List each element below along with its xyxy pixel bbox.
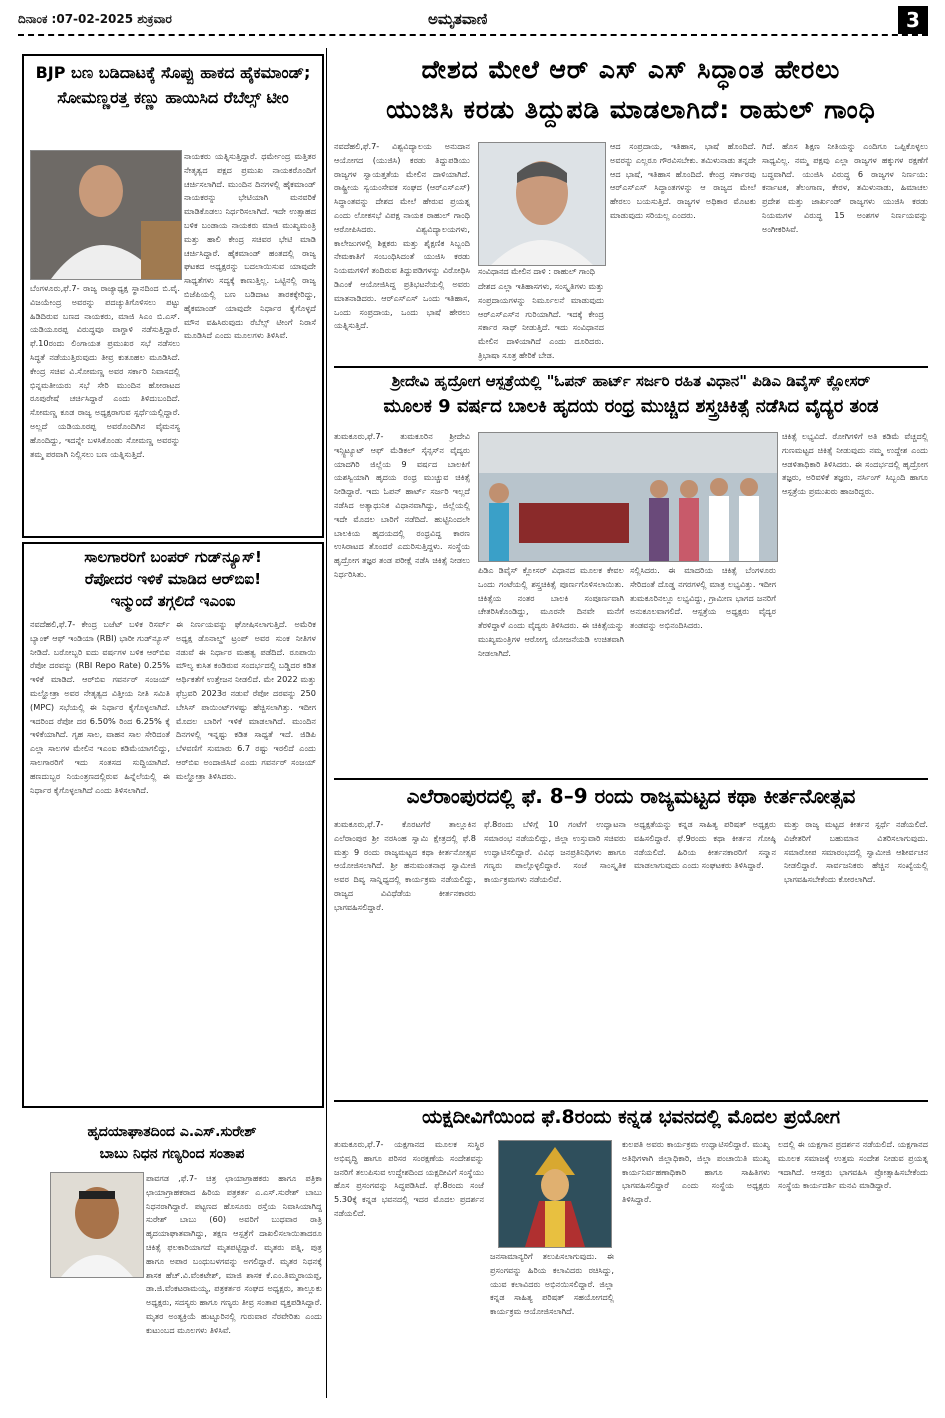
heart-col3: ಸಲ್ಲಿಸಿದರು. ಈ ಮಾದರಿಯ ಚಿಕಿತ್ಸೆ ಬೆಂಗಳೂರು ಸೇರಿದಂತೆ ದೊಡ್ಡ ನಗರಗಳಲ್ಲಿ ಮಾತ್ರ ಲಭ್ಯವಿತ್ತು. ಇದೀಗ ತುಮಕೂರಿನಲ್ಲೂ ಲಭ್ಯವಿದ್ದು, ಗ್ರಾಮೀಣ ಭಾಗದ ಜನರಿಗೆ ಅನುಕೂಲವಾಗಲಿದೆ. ಆಸ್ಪತ್ರೆಯ ಅಧ್ಯಕ್ಷರು ವೈದ್ಯರ ತಂಡವನ್ನು ಅಭಿನಂದಿಸಿದರು. [630,565,776,631]
heart-col1: ತುಮಕೂರು,ಫೆ.7- ತುಮಕೂರಿನ ಶ್ರೀದೇವಿ ಇನ್ಸ್ಟಿಟ್ಯೂಟ್ ಆಫ್ ಮೆಡಿಕಲ್ ಸೈನ್ಸಸ್‌ನ ವೈದ್ಯರು ಯಾದಗಿರಿ ಜಿಲ್ಲೆಯ 9 ವರ್ಷದ ಬಾಲಕಿಗೆ ಯಶಸ್ವಿಯಾಗಿ ಹೃದಯ ರಂಧ್ರ ಮುಚ್ಚುವ ಚಿಕಿತ್ಸೆ ನೀಡಿದ್ದಾರೆ. ಇದು ಓಪನ್ ಹಾರ್ಟ್ ಸರ್ಜರಿ ಇಲ್ಲದೆ ನಡೆಸಿದ ಅತ್ಯಾಧುನಿಕ ವಿಧಾನವಾಗಿದ್ದು, ಜಿಲ್ಲೆಯಲ್ಲಿ ಇದೇ ಮೊದಲ ಬಾರಿಗೆ ನಡೆದಿದೆ. ಹುಟ್ಟಿನಿಂದಲೇ ಬಾಲಕಿಯ ಹೃದಯದಲ್ಲಿ ರಂಧ್ರವಿದ್ದ ಕಾರಣ ಉಸಿರಾಟದ ತೊಂದರೆ ಎದುರಿಸುತ್ತಿದ್ದಳು. ಸಂಸ್ಥೆಯ ಹೃದ್ರೋಗ ತಜ್ಞರ ತಂಡ ಪರೀಕ್ಷೆ ನಡೆಸಿ ಚಿಕಿತ್ಸೆ ನೀಡಲು ನಿರ್ಧರಿಸಿತು. [334,431,470,579]
paper-name: ಅಮೃತವಾಣಿ [428,10,488,28]
katha-col2: ಫೆ.8ರಂದು ಬೆಳಿಗ್ಗೆ 10 ಗಂಟೆಗೆ ಉದ್ಘಾಟನಾ ಸಮಾರಂಭ ನಡೆಯಲಿದ್ದು, ಜಿಲ್ಲಾ ಉಸ್ತುವಾರಿ ಸಚಿವರು ಉದ್ಘಾಟಿಸಲಿದ್ದಾರೆ. ವಿವಿಧ ಜನಪ್ರತಿನಿಧಿಗಳು ಹಾಗೂ ಗಣ್ಯರು ಪಾಲ್ಗೊಳ್ಳಲಿದ್ದಾರೆ. ಸಂಜೆ ಸಾಂಸ್ಕೃತಿಕ ಕಾರ್ಯಕ್ರಮಗಳು ನಡೆಯಲಿವೆ. [484,819,626,885]
yaksha-headline: ಯಕ್ಷದೀವಿಗೆಯಿಂದ ಫೆ.8ರಂದು ಕನ್ನಡ ಭವನದಲ್ಲಿ ಮೊದಲ ಪ್ರಯೋಗ [422,1106,840,1128]
page-number: 3 [898,6,928,34]
heart-photo [478,432,778,562]
rahul-col3: ಆದ ಸಂಪ್ರದಾಯ, ಇತಿಹಾಸ, ಭಾಷೆ ಹೊಂದಿದೆ. ಅವರನ್ನು ಎಲ್ಲರೂ ಗೌರವಿಸಬೇಕು. ತಮಿಳುನಾಡು ತನ್ನದೇ ಆದ ಭಾಷೆ, ಇತಿಹಾಸ ಹೊಂದಿದೆ. ಕೇಂದ್ರ ಸರ್ಕಾರವು ಆರ್‌ಎಸ್‌ಎಸ್ ಸಿದ್ಧಾಂತಗಳನ್ನು ಆ ರಾಜ್ಯದ ಮೇಲೆ ಹೇರಲು ಬಯಸುತ್ತಿದೆ. ರಾಜ್ಯಗಳ ಅಧಿಕಾರ ಮೊಟಕು ಮಾಡುವುದು ಸರಿಯಲ್ಲ ಎಂದರು. [610,141,756,220]
group-photo-icon [479,433,777,561]
person-photo-icon [479,143,605,265]
rbi-col1: ನವದೆಹಲಿ,ಫೆ.7- ಕೇಂದ್ರ ಬಜೆಟ್ ಬಳಿಕ ರಿಸರ್ವ್ ಬ್ಯಾಂಕ್ ಆಫ್ ಇಂಡಿಯಾ (RBI) ಭಾರೀ ಗುಡ್‌ನ್ಯೂಸ್ ನೀಡಿದೆ. ಬರೋಬ್ಬರಿ ಐದು ವರ್ಷಗಳ ಬಳಿಕ ಆರ್‌ಬಿಐ ರೆಪೋ ದರವನ್ನು (RBI Repo Rate) 0.25% ಇಳಿಕೆ ಮಾಡಿದೆ. ಆರ್‌ಬಿಐ ಗವರ್ನರ್ ಸಂಜಯ್ ಮಲ್ಹೋತ್ರಾ ಅವರ ನೇತೃತ್ವದ ವಿತ್ತೀಯ ನೀತಿ ಸಮಿತಿ (MPC) ಸಭೆಯಲ್ಲಿ ಈ ನಿರ್ಧಾರ ಕೈಗೊಳ್ಳಲಾಗಿದೆ. ಇದರಿಂದ ರೆಪೋ ದರ 6.50% ರಿಂದ 6.25% ಕ್ಕೆ ಇಳಿಕೆಯಾಗಿದೆ. ಗೃಹ ಸಾಲ, ವಾಹನ ಸಾಲ ಸೇರಿದಂತೆ ಎಲ್ಲಾ ಸಾಲಗಳ ಮೇಲಿನ ಇಎಂಐ ಕಡಿಮೆಯಾಗಲಿದ್ದು, ಸಾಲಗಾರರಿಗೆ ಇದು ಸಂತಸದ ಸುದ್ದಿಯಾಗಿದೆ. ಹಣದುಬ್ಬರ ನಿಯಂತ್ರಣದಲ್ಲಿರುವ ಹಿನ್ನೆಲೆಯಲ್ಲಿ ಈ ನಿರ್ಧಾರ ಕೈಗೊಳ್ಳಲಾಗಿದೆ ಎಂದು ತಿಳಿಸಲಾಗಿದೆ. [30,619,170,795]
yakshagana-artist-icon [499,1141,611,1247]
rbi-story [22,542,324,1108]
obituary-text: ಪಾವಗಡ ,ಫೆ.7- ಚಿತ್ರ ಛಾಯಾಗ್ರಾಹಕರು ಹಾಗೂ ಪತ್ರಿಕಾ ಛಾಯಾಗ್ರಾಹಕರಾದ ಹಿರಿಯ ಪತ್ರಕರ್ತ ಎ.ಎಸ್.ಸುರೇಶ್ ಬಾಬು ನಿಧನರಾಗಿದ್ದಾರೆ. ಪಟ್ಟಣದ ಹೊಸೂರು ರಸ್ತೆಯ ನಿವಾಸಿಯಾಗಿದ್ದ ಸುರೇಶ್ ಬಾಬು (60) ಅವರಿಗೆ ಬುಧವಾರ ರಾತ್ರಿ ಹೃದಯಾಘಾತವಾಗಿದ್ದು, ತಕ್ಷಣ ಆಸ್ಪತ್ರೆಗೆ ದಾಖಲಿಸಲಾಯಿತಾದರೂ ಚಿಕಿತ್ಸೆ ಫಲಕಾರಿಯಾಗದೆ ಮೃತಪಟ್ಟಿದ್ದಾರೆ. ಮೃತರು ಪತ್ನಿ, ಪುತ್ರ ಹಾಗೂ ಅಪಾರ ಬಂಧುಬಳಗವನ್ನು ಅಗಲಿದ್ದಾರೆ. ಮೃತರ ನಿಧನಕ್ಕೆ ಶಾಸಕ ಹೆಚ್.ವಿ.ವೆಂಕಟೇಶ್, ಮಾಜಿ ಶಾಸಕ ಕೆ.ಎಂ.ತಿಮ್ಮರಾಯಪ್ಪ, ಡಾ.ಜಿ.ವೆಂಕಟರಾಮಯ್ಯ, ಪತ್ರಕರ್ತರ ಸಂಘದ ಅಧ್ಯಕ್ಷರು, ತಾಲ್ಲೂಕು ಅಧ್ಯಕ್ಷರು, ಸದಸ್ಯರು ಹಾಗೂ ಗಣ್ಯರು ತೀವ್ರ ಸಂತಾಪ ವ್ಯಕ್ತಪಡಿಸಿದ್ದಾರೆ. ಮೃತರ ಅಂತ್ಯಕ್ರಿಯೆ ಹುಟ್ಟೂರಿನಲ್ಲಿ ಗುರುವಾರ ನೆರವೇರಿತು ಎಂದು ಕುಟುಂಬದ ಮೂಲಗಳು ತಿಳಿಸಿವೆ. [146,1173,322,1335]
rahul-headline-1: ದೇಶದ ಮೇಲೆ ಆರ್ ಎಸ್ ಎಸ್ ಸಿದ್ಧಾಂತ ಹೇರಲು [421,55,841,84]
yaksha-col1: ತುಮಕೂರು,ಫೆ.7- ಯಕ್ಷಗಾನದ ಮೂಲಕ ಸುಸ್ಥಿರ ಅಭಿವೃದ್ಧಿ ಹಾಗೂ ಪರಿಸರ ಸಂರಕ್ಷಣೆಯ ಸಂದೇಶವನ್ನು ಜನರಿಗೆ ತಲುಪಿಸುವ ಉದ್ದೇಶದಿಂದ ಯಕ್ಷದೀವಿಗೆ ಸಂಸ್ಥೆಯು ಹೊಸ ಪ್ರಸಂಗವನ್ನು ಸಿದ್ಧಪಡಿಸಿದೆ. ಫೆ.8ರಂದು ಸಂಜೆ 5.30ಕ್ಕೆ ಕನ್ನಡ ಭವನದಲ್ಲಿ ಇದರ ಮೊದಲ ಪ್ರದರ್ಶನ ನಡೆಯಲಿದೆ. [334,1139,484,1218]
heart-story [334,372,928,776]
issue-date: ದಿನಾಂಕ :07-02-2025 ಶುಕ್ರವಾರ [18,12,172,26]
obituary-headline-2: ಬಾಬು ನಿಧನ ಗಣ್ಯರಿಂದ ಸಂತಾಪ [99,1146,245,1162]
yaksha-photo [498,1140,612,1248]
bjp-story [22,54,324,538]
yaksha-col4: ಲದಲ್ಲಿ ಈ ಯಕ್ಷಗಾನ ಪ್ರದರ್ಶನ ನಡೆಯಲಿದೆ. ಯಕ್ಷಗಾನದ ಮೂಲಕ ಸಮಾಜಕ್ಕೆ ಉತ್ತಮ ಸಂದೇಶ ನೀಡುವ ಪ್ರಯತ್ನ ಇದಾಗಿದೆ. ಆಸಕ್ತರು ಭಾಗವಹಿಸಿ ಪ್ರೋತ್ಸಾಹಿಸಬೇಕೆಂದು ಸಂಸ್ಥೆಯ ಕಾರ್ಯದರ್ಶಿ ಮನವಿ ಮಾಡಿದ್ದಾರೆ. [778,1139,928,1191]
katha-col3: ಅಧ್ಯಕ್ಷತೆಯನ್ನು ಕನ್ನಡ ಸಾಹಿತ್ಯ ಪರಿಷತ್ ಅಧ್ಯಕ್ಷರು ವಹಿಸಲಿದ್ದಾರೆ. ಫೆ.9ರಂದು ಕಥಾ ಕೀರ್ತನ ಗೋಷ್ಠಿ ನಡೆಯಲಿದೆ. ಹಿರಿಯ ಕೀರ್ತನಕಾರರಿಗೆ ಸನ್ಮಾನ ಮಾಡಲಾಗುವುದು ಎಂದು ಸಂಘಟಕರು ತಿಳಿಸಿದ್ದಾರೆ. [634,819,776,871]
section-divider [334,366,928,368]
yaksha-col2: ಜನಸಾಮಾನ್ಯರಿಗೆ ತಲುಪಿಸಲಾಗುವುದು. ಈ ಪ್ರಸಂಗವನ್ನು ಹಿರಿಯ ಕಲಾವಿದರು ರಚಿಸಿದ್ದು, ಯುವ ಕಲಾವಿದರು ಅಭಿನಯಿಸಲಿದ್ದಾರೆ. ಜಿಲ್ಲಾ ಕನ್ನಡ ಸಾಹಿತ್ಯ ಪರಿಷತ್ ಸಹಯೋಗದಲ್ಲಿ ಕಾರ್ಯಕ್ರಮ ಆಯೋಜಿಸಲಾಗಿದೆ. [490,1251,614,1317]
column-divider [326,48,327,1398]
bjp-photo [30,150,182,280]
rbi-headline-2: ರೆಪೋದರ ಇಳಿಕೆ ಮಾಡಿದ ಆರ್‌ಬಿಐ! [84,570,262,588]
rbi-headline-1: ಸಾಲಗಾರರಿಗೆ ಬಂಪರ್ ಗುಡ್‌ನ್ಯೂಸ್! [84,548,262,566]
bjp-col2: ನಾಯಕರು ಯತ್ನಿಸುತ್ತಿದ್ದಾರೆ. ಧರ್ಮೇಂದ್ರ ಮತ್ತಿತರ ನೇತೃತ್ವದ ಪಕ್ಷದ ಪ್ರಮುಖ ನಾಯಕರೊಂದಿಗೆ ಚರ್ಚಿಸಲಾಗಿದೆ. ಮುಂದಿನ ದಿನಗಳಲ್ಲಿ ಹೈಕಮಾಂಡ್ ನಾಯಕರನ್ನು ಭೇಟಿಯಾಗಿ ಮನವರಿಕೆ ಮಾಡಿಕೊಡಲು ನಿರ್ಧರಿಸಲಾಗಿದೆ. ಇದೇ ಉತ್ಸಾಹದ ಬಳಿಕ ಬಂಡಾಯ ನಾಯಕರು ಮಾಜಿ ಮುಖ್ಯಮಂತ್ರಿ ಮತ್ತು ಹಾಲಿ ಕೇಂದ್ರ ಸಚಿವರ ಭೇಟಿ ಮಾಡಿ ಚರ್ಚಿಸಿದ್ದಾರೆ. ಹೈಕಮಾಂಡ್ ಹಂತದಲ್ಲಿ ರಾಜ್ಯ ಘಟಕದ ಅಧ್ಯಕ್ಷರನ್ನು ಬದಲಾಯಿಸುವ ಯಾವುದೇ ಸಾಧ್ಯತೆಗಳು ಸದ್ಯಕ್ಕೆ ಕಾಣುತ್ತಿಲ್ಲ. ಒಟ್ಟಿನಲ್ಲಿ ರಾಜ್ಯ ಬಿಜೆಪಿಯಲ್ಲಿ ಬಣ ಬಡಿದಾಟ ತಾರಕಕ್ಕೇರಿದ್ದು, ಹೈಕಮಾಂಡ್ ಯಾವುದೇ ನಿರ್ಧಾರ ಕೈಗೊಳ್ಳದೆ ಮೌನ ವಹಿಸಿರುವುದು ರೆಬೆಲ್ಸ್ ಟೀಂಗೆ ನಿರಾಸೆ ಮೂಡಿಸಿದೆ ಎಂದು ಮೂಲಗಳು ತಿಳಿಸಿವೆ. [184,151,316,341]
rahul-photo [478,142,606,266]
yaksha-story [334,1106,928,1400]
katha-headline: ಎಲೆರಾಂಪುರದಲ್ಲಿ ಫೆ. 8–9 ರಂದು ರಾಜ್ಯಮಟ್ಟದ ಕಥಾ ಕೀರ್ತನೋತ್ಸವ [406,784,856,808]
rahul-photo-caption: ಸಂವಿಧಾನದ ಮೇಲಿನ ದಾಳಿ : ರಾಹುಲ್ ಗಾಂಧಿ [478,267,595,276]
heart-col4: ಚಿಕಿತ್ಸೆ ಲಭ್ಯವಿದೆ. ರೋಗಿಗಳಿಗೆ ಅತಿ ಕಡಿಮೆ ವೆಚ್ಚದಲ್ಲಿ ಗುಣಮಟ್ಟದ ಚಿಕಿತ್ಸೆ ನೀಡುವುದು ನಮ್ಮ ಉದ್ದೇಶ ಎಂದು ಆಡಳಿತಾಧಿಕಾರಿ ತಿಳಿಸಿದರು. ಈ ಸಂದರ್ಭದಲ್ಲಿ ಹೃದ್ರೋಗ ತಜ್ಞರು, ಅರಿವಳಿಕೆ ತಜ್ಞರು, ನರ್ಸಿಂಗ್ ಸಿಬ್ಬಂದಿ ಹಾಗೂ ಆಸ್ಪತ್ರೆಯ ಪ್ರಮುಖರು ಹಾಜರಿದ್ದರು. [782,431,928,497]
bjp-col1: ಬೆಂಗಳೂರು,ಫೆ.7- ರಾಜ್ಯ ರಾಜ್ಯಾಧ್ಯಕ್ಷ ಸ್ಥಾನದಿಂದ ಬಿ.ವೈ. ವಿಜಯೇಂದ್ರ ಅವರನ್ನು ಪದಚ್ಯುತಿಗೊಳಿಸಲು ಪಟ್ಟು ಹಿಡಿದಿರುವ ಬಣದ ನಾಯಕರು, ಮಾಜಿ ಸಿಎಂ ಬಿ.ಎಸ್. ಯಡಿಯೂರಪ್ಪ ವಿರುದ್ಧವೂ ವಾಗ್ದಾಳಿ ನಡೆಸುತ್ತಿದ್ದಾರೆ. ಫೆ.10ರಂದು ಲಿಂಗಾಯತ ಪ್ರಮುಖರ ಸಭೆ ನಡೆಸಲು ಸಿದ್ಧತೆ ನಡೆಯುತ್ತಿರುವುದು ತೀವ್ರ ಕುತೂಹಲ ಮೂಡಿಸಿದೆ. ಕೇಂದ್ರ ಸಚಿವ ವಿ.ಸೋಮಣ್ಣ ಅವರ ಸರ್ಕಾರಿ ನಿವಾಸದಲ್ಲಿ ಭಿನ್ನಮತೀಯರು ಸಭೆ ಸೇರಿ ಮುಂದಿನ ಹೋರಾಟದ ರೂಪುರೇಷೆ ಚರ್ಚಿಸಿದ್ದಾರೆ ಎಂದು ತಿಳಿದುಬಂದಿದೆ. ಸೋಮಣ್ಣ ಕೂಡ ರಾಜ್ಯ ಅಧ್ಯಕ್ಷರಾಗುವ ಸ್ಪರ್ಧೆಯಲ್ಲಿದ್ದಾರೆ. ಅಲ್ಲದೆ ಯಡಿಯೂರಪ್ಪ ಅವರೊಂದಿಗಿನ ವೈಮನಸ್ಯ ಹೊಂದಿದ್ದು, ಇದನ್ನೇ ಬಳಸಿಕೊಂಡು ಸೋಮಣ್ಣ ಅವರನ್ನು ತಮ್ಮ ಪರವಾಗಿ ನಿಲ್ಲಿಸಲು ಬಣ ಯತ್ನಿಸುತ್ತಿದೆ. [30,283,180,459]
katha-col1: ತುಮಕೂರು,ಫೆ.7- ಕೊರಟಗೆರೆ ತಾಲ್ಲೂಕಿನ ಎಲೆರಾಂಪುರ ಶ್ರೀ ನರಸಿಂಹ ಸ್ವಾಮಿ ಕ್ಷೇತ್ರದಲ್ಲಿ ಫೆ.8 ಮತ್ತು 9 ರಂದು ರಾಜ್ಯಮಟ್ಟದ ಕಥಾ ಕೀರ್ತನೋತ್ಸವ ಆಯೋಜಿಸಲಾಗಿದೆ. ಶ್ರೀ ಹನುಮಂತನಾಥ ಸ್ವಾಮೀಜಿ ಅವರ ದಿವ್ಯ ಸಾನ್ನಿಧ್ಯದಲ್ಲಿ ಕಾರ್ಯಕ್ರಮ ನಡೆಯಲಿದ್ದು, ರಾಜ್ಯದ ವಿವಿಧೆಡೆಯ ಕೀರ್ತನಕಾರರು ಭಾಗವಹಿಸಲಿದ್ದಾರೆ. [334,819,476,912]
obituary-headline-1: ಹೃದಯಾಘಾತದಿಂದ ಎ.ಎಸ್.ಸುರೇಶ್ [87,1124,257,1140]
katha-col4: ಮತ್ತು ರಾಜ್ಯ ಮಟ್ಟದ ಕೀರ್ತನ ಸ್ಪರ್ಧೆ ನಡೆಯಲಿದೆ. ವಿಜೇತರಿಗೆ ಬಹುಮಾನ ವಿತರಿಸಲಾಗುವುದು. ಸಮಾರೋಪ ಸಮಾರಂಭದಲ್ಲಿ ಸ್ವಾಮೀಜಿ ಆಶೀರ್ವಚನ ನೀಡಲಿದ್ದಾರೆ. ಸಾರ್ವಜನಿಕರು ಹೆಚ್ಚಿನ ಸಂಖ್ಯೆಯಲ್ಲಿ ಭಾಗವಹಿಸಬೇಕೆಂದು ಕೋರಲಾಗಿದೆ. [784,819,928,885]
person-photo-icon [51,1173,143,1277]
rahul-story [334,54,928,364]
section-divider [334,778,928,780]
katha-story [334,784,928,1098]
heart-col2: ಪಿಡಿಎ ಡಿವೈಸ್ ಕ್ಲೋಸರ್ ವಿಧಾನದ ಮೂಲಕ ಕೇವಲ ಒಂದು ಗಂಟೆಯಲ್ಲಿ ಶಸ್ತ್ರಚಿಕಿತ್ಸೆ ಪೂರ್ಣಗೊಳಿಸಲಾಯಿತು. ಚಿಕಿತ್ಸೆಯ ನಂತರ ಬಾಲಕಿ ಸಂಪೂರ್ಣವಾಗಿ ಚೇತರಿಸಿಕೊಂಡಿದ್ದು, ಮೂರನೇ ದಿನವೇ ಮನೆಗೆ ತೆರಳಿದ್ದಾಳೆ ಎಂದು ವೈದ್ಯರು ತಿಳಿಸಿದರು. ಈ ಚಿಕಿತ್ಸೆಯನ್ನು ಮುಖ್ಯಮಂತ್ರಿಗಳ ಆರೋಗ್ಯ ಯೋಜನೆಯಡಿ ಉಚಿತವಾಗಿ ನೀಡಲಾಗಿದೆ. [478,565,624,658]
obituary-story [22,1110,322,1400]
heart-headline-1: ಶ್ರೀದೇವಿ ಹೃದ್ರೋಗ ಆಸ್ಪತ್ರೆಯಲ್ಲಿ "ಓಪನ್ ಹಾರ್ಟ್ ಸರ್ಜರಿ ರಹಿತ ವಿಧಾನ" ಪಿಡಿಎ ಡಿವೈಸ್ ಕ್ಲೋಸರ್ [391,372,871,390]
rbi-headline-3: ಇನ್ಮುಂದೆ ತಗ್ಗಲಿದೆ ಇಎಂಐ [110,592,236,610]
obituary-photo [50,1172,144,1278]
heart-headline-2: ಮೂಲಕ 9 ವರ್ಷದ ಬಾಲಕಿ ಹೃದಯ ರಂಧ್ರ ಮುಚ್ಚಿದ ಶಸ್ತ್ರಚಿಕಿತ್ಸೆ ನಡೆಸಿದ ವೈದ್ಯರ ತಂಡ [383,396,879,417]
person-photo-icon [31,151,181,279]
yaksha-col3: ಕುಲಪತಿ ಅವರು ಕಾರ್ಯಕ್ರಮ ಉದ್ಘಾಟಿಸಲಿದ್ದಾರೆ. ಮುಖ್ಯ ಅತಿಥಿಗಳಾಗಿ ಜಿಲ್ಲಾಧಿಕಾರಿ, ಜಿಲ್ಲಾ ಪಂಚಾಯಿತಿ ಮುಖ್ಯ ಕಾರ್ಯನಿರ್ವಹಣಾಧಿಕಾರಿ ಹಾಗೂ ಸಾಹಿತಿಗಳು ಭಾಗವಹಿಸಲಿದ್ದಾರೆ ಎಂದು ಸಂಸ್ಥೆಯ ಅಧ್ಯಕ್ಷರು ತಿಳಿಸಿದ್ದಾರೆ. [622,1139,770,1205]
rahul-headline-2: ಯುಜಿಸಿ ಕರಡು ತಿದ್ದುಪಡಿ ಮಾಡಲಾಗಿದೆ: ರಾಹುಲ್ ಗಾಂಧಿ [386,95,876,124]
section-divider [334,1100,928,1102]
rahul-col1: ನವದೆಹಲಿ,ಫೆ.7- ವಿಶ್ವವಿದ್ಯಾಲಯ ಅನುದಾನ ಆಯೋಗದ (ಯುಜಿಸಿ) ಕರಡು ತಿದ್ದುಪಡಿಯು ರಾಜ್ಯಗಳ ಸ್ವಾಯತ್ತತೆಯ ಮೇಲಿನ ದಾಳಿಯಾಗಿದೆ. ರಾಷ್ಟ್ರೀಯ ಸ್ವಯಂಸೇವಕ ಸಂಘದ (ಆರ್‌ಎಸ್‌ಎಸ್) ಸಿದ್ಧಾಂತವನ್ನು ದೇಶದ ಮೇಲೆ ಹೇರುವ ಪ್ರಯತ್ನ ಎಂದು ಲೋಕಸಭೆ ವಿಪಕ್ಷ ನಾಯಕ ರಾಹುಲ್ ಗಾಂಧಿ ಆರೋಪಿಸಿದರು. ವಿಶ್ವವಿದ್ಯಾಲಯಗಳು, ಕಾಲೇಜುಗಳಲ್ಲಿ ಶಿಕ್ಷಕರು ಮತ್ತು ಶೈಕ್ಷಣಿಕ ಸಿಬ್ಬಂದಿ ನೇಮಕಾತಿಗೆ ಸಂಬಂಧಿಸಿದಂತೆ ಯುಜಿಸಿ ಕರಡು ನಿಯಮಗಳಿಗೆ ತಂದಿರುವ ತಿದ್ದುಪಡಿಗಳನ್ನು ವಿರೋಧಿಸಿ ಡಿಎಂಕೆ ಆಯೋಜಿಸಿದ್ದ ಪ್ರತಿಭಟನೆಯಲ್ಲಿ ಅವರು ಮಾತನಾಡಿದರು. ಆರ್‌ಎಸ್‌ಎಸ್ ಒಂದು ಇತಿಹಾಸ, ಒಂದು ಸಂಪ್ರದಾಯ, ಒಂದು ಭಾಷೆ ಹೇರಲು ಯತ್ನಿಸುತ್ತಿದೆ. [334,141,470,331]
bjp-headline: BJP ಬಣ ಬಡಿದಾಟಕ್ಕೆ ಸೊಪ್ಪು ಹಾಕದ ಹೈಕಮಾಂಡ್; ಸೋಮಣ್ಣರತ್ತ ಕಣ್ಣು ಹಾಯಿಸಿದ ರೆಬೆಲ್ಸ್ ಟೀಂ [35,63,311,107]
rahul-col4: ಗಿದೆ. ಹೊಸ ಶಿಕ್ಷಣ ನೀತಿಯನ್ನು ಎಂದಿಗೂ ಒಪ್ಪಿಕೊಳ್ಳಲು ಸಾಧ್ಯವಿಲ್ಲ. ನಮ್ಮ ಪಕ್ಷವು ಎಲ್ಲಾ ರಾಜ್ಯಗಳ ಹಕ್ಕುಗಳ ರಕ್ಷಣೆಗೆ ಬದ್ಧವಾಗಿದೆ. ಯುಜಿಸಿ ವಿರುದ್ಧ 6 ರಾಜ್ಯಗಳ ನಿರ್ಣಯ: ಕರ್ನಾಟಕ, ತೆಲಂಗಾಣ, ಕೇರಳ, ತಮಿಳುನಾಡು, ಹಿಮಾಚಲ ಪ್ರದೇಶ ಮತ್ತು ಜಾರ್ಖಂಡ್ ರಾಜ್ಯಗಳು ಯುಜಿಸಿ ಕರಡು ನಿಯಮಗಳ ವಿರುದ್ಧ 15 ಅಂಶಗಳ ನಿರ್ಣಯವನ್ನು ಅಂಗೀಕರಿಸಿವೆ. [762,141,928,234]
rahul-col2: ದೇಶದ ಎಲ್ಲಾ ಇತಿಹಾಸಗಳು, ಸಂಸ್ಕೃತಿಗಳು ಮತ್ತು ಸಂಪ್ರದಾಯಗಳನ್ನು ನಿರ್ಮೂಲನೆ ಮಾಡುವುದು ಆರ್‌ಎಸ್‌ಎಸ್‌ನ ಗುರಿಯಾಗಿದೆ. ಇದಕ್ಕೆ ಕೇಂದ್ರ ಸರ್ಕಾರ ಸಾಥ್ ನೀಡುತ್ತಿದೆ. ಇದು ಸಂವಿಧಾನದ ಮೇಲಿನ ದಾಳಿಯಾಗಿದೆ ಎಂದು ದೂರಿದರು. ತ್ರಿಭಾಷಾ ಸೂತ್ರ ಹೇರಿಕೆ ಬೇಡ. [478,281,604,360]
rbi-col2: ಈ ನಿರ್ಣಯವನ್ನು ಘೋಷಿಸಲಾಗುತ್ತಿದೆ. ಅಮೆರಿಕ ಅಧ್ಯಕ್ಷ ಡೊನಾಲ್ಡ್ ಟ್ರಂಪ್ ಅವರ ಸುಂಕ ನೀತಿಗಳ ನಡುವೆ ಈ ನಿರ್ಧಾರ ಮಹತ್ವ ಪಡೆದಿದೆ. ರೂಪಾಯಿ ಮೌಲ್ಯ ಕುಸಿತ ಕಂಡಿರುವ ಸಂದರ್ಭದಲ್ಲಿ ಬಡ್ಡಿದರ ಕಡಿತ ಆರ್ಥಿಕತೆಗೆ ಉತ್ತೇಜನ ನೀಡಲಿದೆ. ಮೇ 2022 ಮತ್ತು ಫೆಬ್ರವರಿ 2023ರ ನಡುವೆ ರೆಪೋ ದರವನ್ನು 250 ಬೇಸಿಸ್ ಪಾಯಿಂಟ್‌ಗಳಷ್ಟು ಹೆಚ್ಚಿಸಲಾಗಿತ್ತು. ಇದೀಗ ಮೊದಲ ಬಾರಿಗೆ ಇಳಿಕೆ ಮಾಡಲಾಗಿದೆ. ಮುಂದಿನ ದಿನಗಳಲ್ಲಿ ಇನ್ನಷ್ಟು ಕಡಿತ ಸಾಧ್ಯತೆ ಇದೆ. ಜಿಡಿಪಿ ಬೆಳವಣಿಗೆ ಸುಮಾರು 6.7 ರಷ್ಟು ಇರಲಿದೆ ಎಂದು ಆರ್‌ಬಿಐ ಅಂದಾಜಿಸಿದೆ ಎಂದು ಗವರ್ನರ್ ಸಂಜಯ್ ಮಲ್ಹೋತ್ರಾ ತಿಳಿಸಿದರು. [176,619,316,781]
page-header [18,6,928,36]
